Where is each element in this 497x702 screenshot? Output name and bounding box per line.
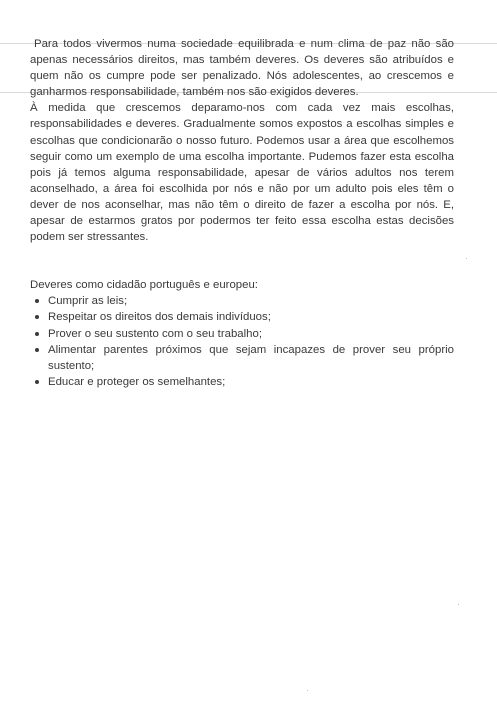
bullet-icon [35, 332, 39, 336]
list-item-text: Prover o seu sustento com o seu trabalho; [48, 327, 263, 340]
list-item [30, 342, 454, 374]
scan-speck [307, 690, 308, 691]
choices-paragraph: À medida que crescemos deparamo-nos com cada vez mais escolhas, responsabilidades e deveres. Gradualmente somos expostos a escolhas simples e escolhas que condicionarão o nosso futuro. Podemos usar a área que escolhemos seguir como um exemplo de uma escolha importante. Pudemos fazer esta escolha pois já temos alguma responsabilidade, apesar de vários adultos nos terem aconselhado, a área foi escolhida por nós e não por um adulto pois eles têm o dever de nos aconselhar, mas não têm o direito de fazer a escolha por nós. E, apesar de estarmos gratos por podermos ter feito essa escolha estas decisões podem ser stressantes. [30, 102, 454, 244]
duties-list-title: Deveres como cidadão português e europeu: [30, 279, 258, 292]
bullet-icon [35, 299, 39, 303]
scan-speck [458, 604, 459, 605]
list-item [30, 326, 454, 342]
list-item-text: Educar e proteger os semelhantes; [48, 375, 226, 388]
list-item [30, 309, 454, 325]
document-body [30, 36, 454, 390]
bullet-icon [35, 380, 39, 384]
intro-paragraph: Para todos vivermos numa sociedade equilibrada e num clima de paz não são apenas necessários direitos, mas também deveres. Os deveres são atribuídos e quem não os cumpre pode ser penalizado. Nós adolescentes, ao crescemos e ganharmos responsabilidade, também nos são exigidos deveres. [30, 38, 454, 99]
bullet-icon [35, 348, 39, 352]
list-item [30, 374, 454, 390]
list-item-text: Alimentar parentes próximos que sejam incapazes de prover seu próprio sustento; [48, 343, 454, 372]
list-item-text: Respeitar os direitos dos demais indivíduos; [48, 311, 271, 324]
scan-speck [466, 258, 467, 259]
duties-list [30, 293, 454, 390]
section-gap [30, 245, 454, 277]
bullet-icon [35, 315, 39, 319]
list-item-text: Cumprir as leis; [48, 295, 128, 308]
list-item [30, 293, 454, 309]
